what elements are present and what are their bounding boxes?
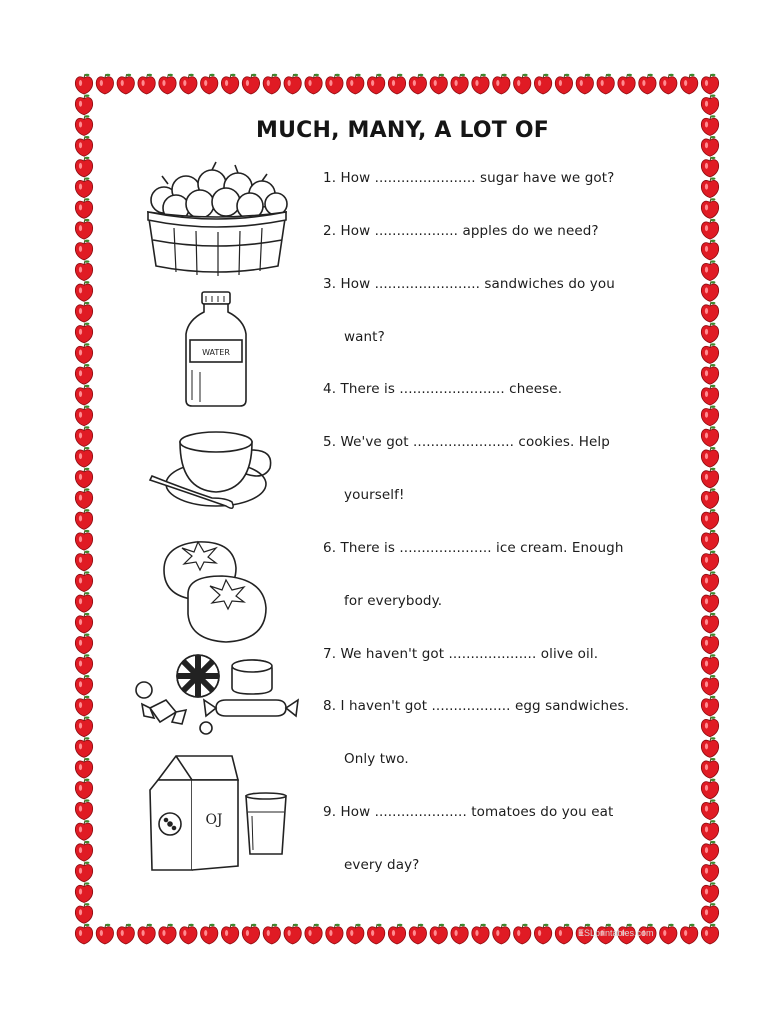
apple-icon (701, 675, 718, 695)
apple-icon (701, 364, 718, 384)
apple-icon (75, 820, 92, 840)
apple-icon (430, 74, 447, 94)
question-3-continued: want? (344, 329, 385, 345)
apple-icon (75, 468, 92, 488)
apple-icon (472, 74, 489, 94)
apple-icon (75, 281, 92, 301)
apple-icon (75, 219, 92, 239)
apple-icon (75, 799, 92, 819)
question-1: 1. How ....................... sugar have we got? (323, 170, 615, 186)
apple-icon (597, 74, 614, 94)
watermark: ESLprintables.com (578, 928, 654, 938)
apple-icon (367, 74, 384, 94)
apple-icon (701, 862, 718, 882)
apple-icon (138, 924, 155, 944)
apple-icon (75, 136, 92, 156)
apple-icon (326, 74, 343, 94)
apple-icon (284, 924, 301, 944)
apple-icon (534, 74, 551, 94)
apple-icon (75, 95, 92, 115)
apple-icon (451, 924, 468, 944)
apple-icon (221, 74, 238, 94)
apple-icon (75, 488, 92, 508)
apple-icon (514, 924, 531, 944)
apple-icon (75, 260, 92, 280)
apple-icon (75, 903, 92, 923)
apple-icon (75, 74, 92, 94)
apple-icon (75, 737, 92, 757)
apple-icon (305, 924, 322, 944)
apple-icon (701, 654, 718, 674)
apple-icon (701, 198, 718, 218)
apple-icon (701, 468, 718, 488)
question-6-continued: for everybody. (344, 593, 443, 609)
apple-icon (701, 260, 718, 280)
apple-icon (284, 74, 301, 94)
apple-icon (701, 592, 718, 612)
apple-icon (326, 924, 343, 944)
apple-icon (75, 924, 92, 944)
apple-icon (701, 613, 718, 633)
question-9: 9. How ..................... tomatoes do you eat (323, 804, 614, 820)
apple-icon (555, 924, 572, 944)
apple-icon (180, 924, 197, 944)
apple-icon (201, 74, 218, 94)
apple-icon (347, 924, 364, 944)
apple-icon (514, 74, 531, 94)
glass-icon (242, 792, 290, 858)
apple-icon (639, 74, 656, 94)
apple-icon (701, 799, 718, 819)
apple-icon (263, 924, 280, 944)
apple-icon (75, 406, 92, 426)
bottle-label: WATER (202, 348, 230, 357)
apple-icon (451, 74, 468, 94)
apple-icon (701, 758, 718, 778)
apple-icon (701, 157, 718, 177)
apple-icon (96, 924, 113, 944)
apple-icon (701, 530, 718, 550)
question-5: 5. We've got ....................... cookies. Help (323, 434, 610, 450)
apple-icon (75, 323, 92, 343)
apple-icon (117, 74, 134, 94)
sweets-icon (126, 652, 302, 738)
question-6: 6. There is ..................... ice cream. Enough (323, 540, 624, 556)
apple-icon (701, 696, 718, 716)
apple-icon (701, 820, 718, 840)
apple-icon (701, 240, 718, 260)
apple-icon (367, 924, 384, 944)
apple-icon (430, 924, 447, 944)
apple-icon (138, 74, 155, 94)
apple-icon (701, 447, 718, 467)
question-7: 7. We haven't got .................... olive oil. (323, 646, 599, 662)
question-9-continued: every day? (344, 857, 420, 873)
question-8-continued: Only two. (344, 751, 409, 767)
apple-icon (75, 716, 92, 736)
apple-icon (180, 74, 197, 94)
apple-icon (701, 426, 718, 446)
question-4: 4. There is ........................ cheese. (323, 381, 563, 397)
apple-icon (347, 74, 364, 94)
apple-icon (409, 924, 426, 944)
apple-icon (701, 219, 718, 239)
apple-icon (75, 675, 92, 695)
apple-icon (75, 385, 92, 405)
apple-icon (701, 882, 718, 902)
water-bottle-icon (180, 290, 252, 408)
apple-icon (701, 323, 718, 343)
apple-icon (701, 509, 718, 529)
apple-icon (96, 74, 113, 94)
apple-icon (75, 654, 92, 674)
apple-icon (660, 74, 677, 94)
apple-icon (75, 696, 92, 716)
apple-icon (263, 74, 280, 94)
apple-icon (388, 924, 405, 944)
apple-icon (493, 74, 510, 94)
apple-icon (680, 74, 697, 94)
apple-icon (701, 779, 718, 799)
apple-icon (680, 924, 697, 944)
apple-icon (75, 157, 92, 177)
apple-icon (201, 924, 218, 944)
apple-icon (701, 95, 718, 115)
apple-icon (159, 924, 176, 944)
apple-icon (75, 571, 92, 591)
juice-carton-icon (146, 752, 246, 874)
apple-icon (701, 302, 718, 322)
apple-icon (701, 903, 718, 923)
apple-basket-icon (138, 160, 294, 282)
apple-icon (409, 74, 426, 94)
apple-icon (472, 924, 489, 944)
apple-icon (701, 281, 718, 301)
apple-icon (660, 924, 677, 944)
apple-icon (75, 509, 92, 529)
teacup-icon (146, 428, 282, 516)
apple-icon (701, 841, 718, 861)
apple-icon (701, 136, 718, 156)
apple-icon (701, 716, 718, 736)
apple-icon (701, 571, 718, 591)
apple-icon (75, 343, 92, 363)
apple-icon (701, 551, 718, 571)
apple-icon (75, 882, 92, 902)
apple-icon (242, 924, 259, 944)
apple-icon (75, 862, 92, 882)
apple-icon (701, 115, 718, 135)
apple-icon (75, 177, 92, 197)
apple-icon (305, 74, 322, 94)
apple-icon (75, 198, 92, 218)
apple-icon (159, 74, 176, 94)
apple-icon (75, 758, 92, 778)
apple-icon (701, 177, 718, 197)
apple-icon (75, 426, 92, 446)
carton-label: OJ (205, 812, 223, 828)
apple-icon (701, 406, 718, 426)
apple-icon (701, 634, 718, 654)
question-5-continued: yourself! (344, 487, 405, 503)
apple-icon (701, 343, 718, 363)
question-8: 8. I haven't got .................. egg sandwiches. (323, 698, 630, 714)
worksheet-title: MUCH, MANY, A LOT OF (256, 118, 549, 143)
apple-icon (75, 779, 92, 799)
apple-icon (75, 302, 92, 322)
apple-icon (701, 385, 718, 405)
apple-icon (701, 74, 718, 94)
apple-icon (493, 924, 510, 944)
apple-icon (75, 613, 92, 633)
apple-icon (75, 634, 92, 654)
apple-icon (75, 447, 92, 467)
apple-icon (75, 115, 92, 135)
apple-icon (117, 924, 134, 944)
apple-icon (75, 841, 92, 861)
apple-icon (242, 74, 259, 94)
apple-icon (75, 364, 92, 384)
apple-icon (576, 74, 593, 94)
question-2: 2. How ................... apples do we need? (323, 223, 599, 239)
apple-icon (75, 551, 92, 571)
apple-icon (555, 74, 572, 94)
apple-icon (221, 924, 238, 944)
apple-icon (618, 74, 635, 94)
apple-icon (701, 924, 718, 944)
apple-icon (701, 488, 718, 508)
apple-icon (75, 240, 92, 260)
tomatoes-icon (158, 536, 272, 646)
apple-icon (75, 530, 92, 550)
apple-icon (75, 592, 92, 612)
apple-icon (388, 74, 405, 94)
question-3: 3. How ........................ sandwiches do you (323, 276, 615, 292)
apple-icon (701, 737, 718, 757)
apple-icon (534, 924, 551, 944)
